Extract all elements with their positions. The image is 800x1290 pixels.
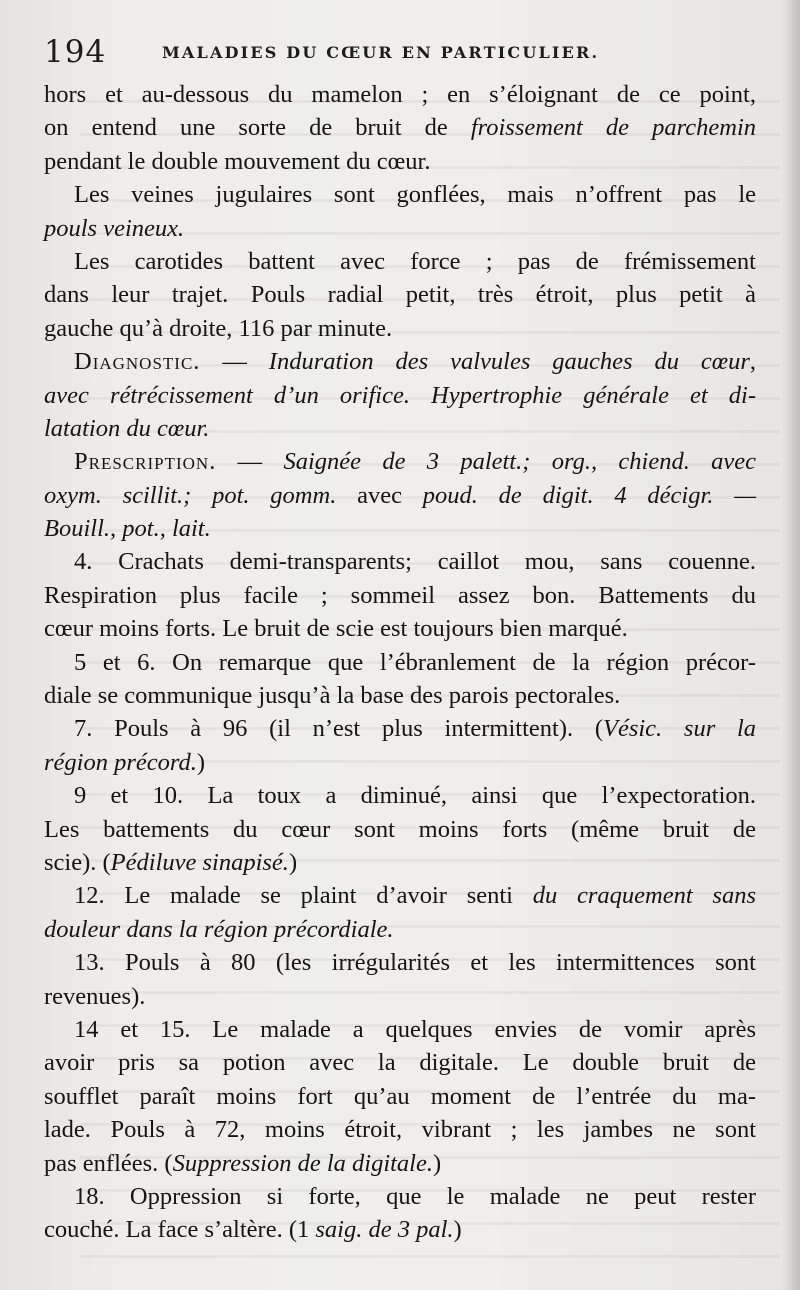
text-line bbox=[44, 879, 756, 912]
text-segment: Les battements du cœur sont moins forts (même bruit de bbox=[44, 815, 756, 843]
text-segment: ) bbox=[196, 748, 206, 776]
text-segment: ) bbox=[433, 1149, 442, 1177]
text-segment: 4. Crachats demi-transparents; caillot mou, sans couenne. bbox=[74, 548, 756, 576]
text-line bbox=[44, 846, 756, 879]
text-line bbox=[44, 779, 756, 812]
text-segment: ) bbox=[288, 848, 298, 876]
text-segment: 18. Oppression si forte, que le malade ne peut rester bbox=[74, 1182, 756, 1210]
text-line bbox=[44, 1013, 756, 1046]
italic-text: du craquement sans bbox=[532, 882, 756, 910]
text-line bbox=[44, 1046, 756, 1079]
text-segment: pas enflées. ( bbox=[44, 1149, 173, 1177]
text-line bbox=[44, 1180, 756, 1213]
text-line bbox=[44, 312, 756, 345]
text-line bbox=[44, 746, 756, 779]
text-line bbox=[44, 679, 756, 712]
text-segment: 5 et 6. On remarque que l’ébranlement de la région précor- bbox=[74, 648, 756, 676]
text-line bbox=[44, 913, 756, 946]
text-line bbox=[44, 479, 756, 512]
text-line bbox=[44, 278, 756, 311]
text-segment: — bbox=[216, 448, 284, 476]
text-line bbox=[44, 78, 756, 111]
text-line bbox=[44, 379, 756, 412]
italic-text: Vésic. sur la bbox=[603, 715, 757, 743]
page-header bbox=[44, 34, 754, 74]
italic-text: froissement de parchemin bbox=[470, 114, 757, 142]
page-number: 194 bbox=[44, 34, 107, 70]
text-segment: 7. Pouls à 96 (il n’est plus intermittent). ( bbox=[74, 715, 603, 743]
text-segment: couché. La face s’altère. (1 bbox=[44, 1216, 316, 1244]
text-segment: Les veines jugulaires sont gonflées, mais n’offrent pas le bbox=[74, 181, 756, 209]
page-edge-shadow bbox=[782, 0, 800, 1290]
italic-text: Pédiluve sinapisé. bbox=[110, 848, 289, 876]
text-line bbox=[44, 1080, 756, 1113]
text-line bbox=[44, 245, 756, 278]
text-segment: , bbox=[749, 348, 757, 376]
text-line bbox=[44, 145, 756, 178]
text-segment: 9 et 10. La toux a diminué, ainsi que l’expectoration. bbox=[74, 782, 756, 810]
text-line bbox=[44, 946, 756, 979]
text-segment: dans leur trajet. Pouls radial petit, très étroit, plus petit à bbox=[44, 281, 756, 309]
small-caps-heading: Diagnostic. bbox=[74, 348, 201, 376]
text-line bbox=[44, 512, 756, 545]
text-segment: pendant le double mouvement du cœur. bbox=[44, 147, 431, 175]
text-line bbox=[44, 345, 756, 378]
text-segment: cœur moins forts. Le bruit de scie est toujours bien marqué. bbox=[44, 615, 628, 643]
running-title: MALADIES DU CŒUR EN PARTICULIER. bbox=[162, 43, 600, 62]
italic-text: Induration des valvules gauches du cœur bbox=[268, 348, 750, 376]
italic-text: région précord. bbox=[44, 748, 197, 776]
text-line bbox=[44, 712, 756, 745]
text-line bbox=[44, 545, 756, 578]
text-line bbox=[44, 111, 756, 144]
text-segment: 13. Pouls à 80 (les irrégularités et les intermittences sont bbox=[74, 949, 756, 977]
text-line bbox=[44, 1213, 756, 1246]
text-line bbox=[44, 445, 756, 478]
text-segment: ) bbox=[453, 1216, 462, 1244]
italic-text: oxym. scillit.; pot. gomm. bbox=[44, 481, 337, 509]
text-segment: Les carotides battent avec force ; pas de frémissement bbox=[74, 247, 756, 275]
text-line bbox=[44, 612, 756, 645]
italic-text: latation du cœur. bbox=[44, 414, 210, 442]
italic-text: avec rétrécissement d’un orifice. Hypertrophie générale et di- bbox=[44, 381, 756, 409]
text-segment: soufflet paraît moins fort qu’au moment de l’entrée du ma- bbox=[44, 1082, 756, 1110]
italic-text: saig. de 3 pal. bbox=[315, 1216, 454, 1244]
text-segment: lade. Pouls à 72, moins étroit, vibrant ; les jambes ne sont bbox=[44, 1116, 756, 1144]
text-segment: revenues). bbox=[44, 982, 146, 1010]
text-line bbox=[44, 1147, 756, 1180]
text-line bbox=[44, 813, 756, 846]
text-segment: on entend une sorte de bruit de bbox=[44, 114, 471, 142]
text-line bbox=[44, 579, 756, 612]
italic-text: Saignée de 3 palett.; org., chiend. avec bbox=[283, 448, 757, 476]
text-segment: hors et au-dessous du mamelon ; en s’éloignant de ce point, bbox=[44, 81, 756, 108]
text-segment: — bbox=[200, 348, 269, 376]
italic-text: Bouill., pot., lait. bbox=[44, 515, 211, 543]
italic-text: Suppression de la digitale. bbox=[172, 1149, 433, 1177]
text-line bbox=[44, 212, 756, 245]
text-segment: avoir pris sa potion avec la digitale. Le double bruit de bbox=[44, 1049, 756, 1077]
italic-text: pouls veineux. bbox=[44, 214, 185, 242]
text-segment: avec bbox=[336, 481, 423, 509]
text-segment: Respiration plus facile ; sommeil assez bon. Battements du bbox=[44, 581, 756, 609]
text-line bbox=[44, 178, 756, 211]
text-segment: scie). ( bbox=[44, 848, 111, 876]
text-segment: diale se communique jusqu’à la base des parois pectorales. bbox=[44, 682, 621, 710]
text-segment: gauche qu’à droite, 116 par minute. bbox=[44, 314, 393, 342]
text-line bbox=[44, 412, 756, 445]
text-segment: 14 et 15. Le malade a quelques envies de vomir après bbox=[74, 1015, 756, 1043]
text-line bbox=[44, 980, 756, 1013]
small-caps-heading: Prescription. bbox=[74, 448, 217, 476]
text-segment: 12. Le malade se plaint d’avoir senti bbox=[74, 882, 533, 910]
italic-text: poud. de digit. 4 décigr. — bbox=[422, 481, 756, 509]
page-body-text bbox=[44, 78, 756, 1247]
text-line bbox=[44, 646, 756, 679]
text-line bbox=[44, 1113, 756, 1146]
italic-text: douleur dans la région précordiale. bbox=[44, 915, 394, 943]
